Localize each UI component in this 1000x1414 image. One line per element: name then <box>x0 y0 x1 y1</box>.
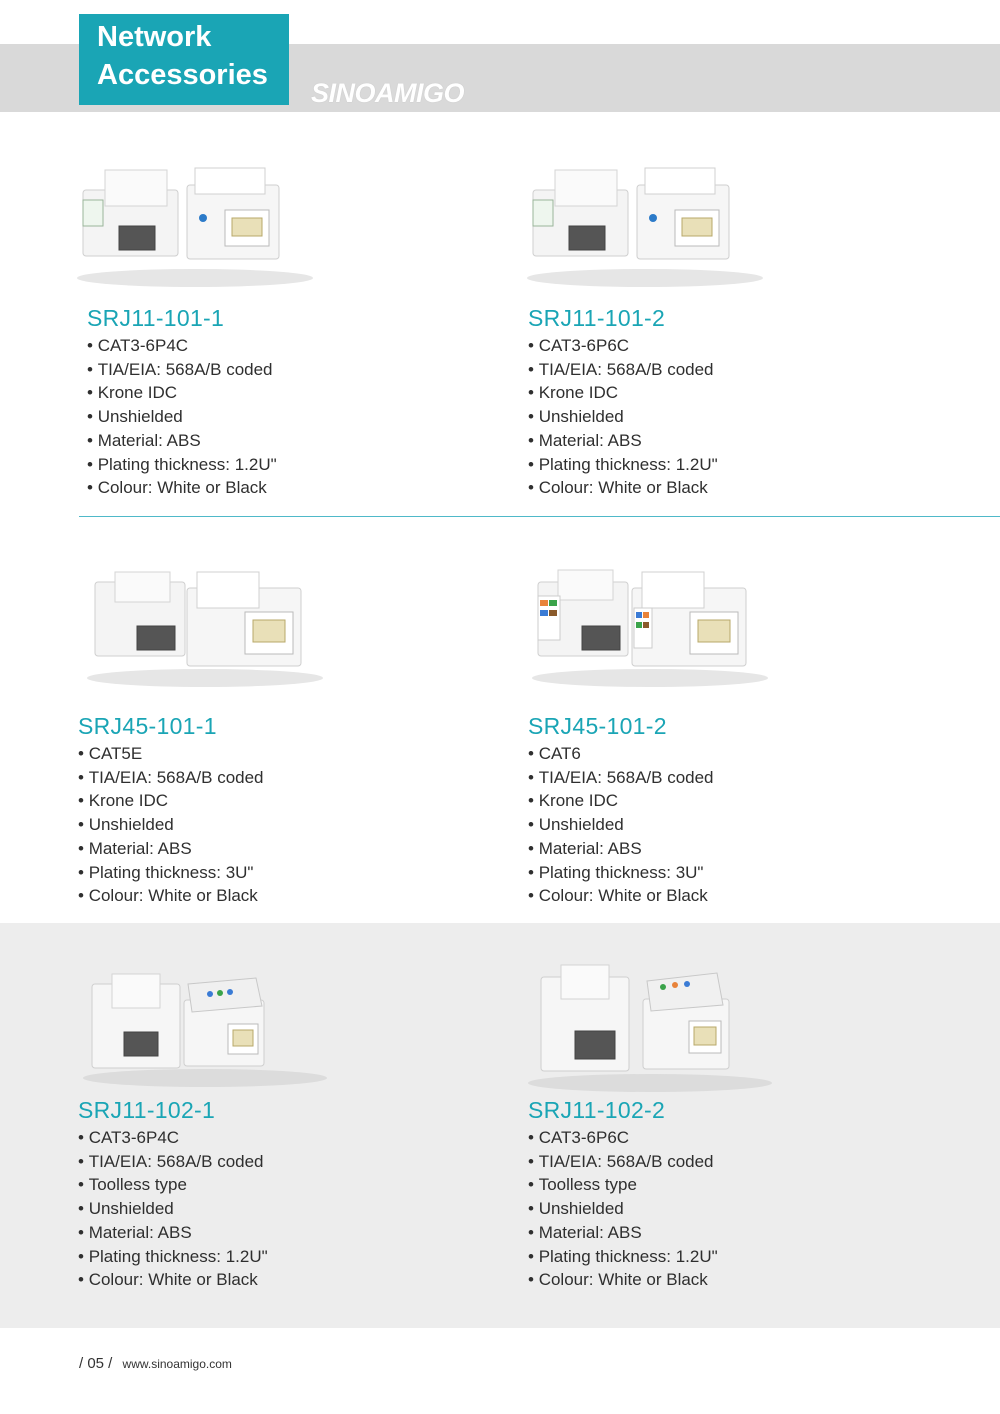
spec-item: • Plating thickness: 3U" <box>78 861 264 885</box>
keystone-jack-front <box>533 170 628 256</box>
spec-list <box>528 742 714 908</box>
keystone-jack-front <box>541 965 629 1071</box>
spec-item: • Unshielded <box>528 813 714 837</box>
product-model: SRJ11-102-1 <box>78 1097 216 1123</box>
product-image-srj11-102-2 <box>525 955 775 1095</box>
spec-item: • Colour: White or Black <box>528 1268 718 1292</box>
spec-item: • TIA/EIA: 568A/B coded <box>528 358 718 382</box>
spec-item: • Plating thickness: 3U" <box>528 861 714 885</box>
keystone-jack-front <box>95 572 185 656</box>
spec-item: • TIA/EIA: 568A/B coded <box>87 358 277 382</box>
product-image-srj11-101-1 <box>75 150 315 290</box>
spec-item: • Plating thickness: 1.2U" <box>78 1245 268 1269</box>
spec-item: • CAT3-6P6C <box>528 334 718 358</box>
spec-item: • Material: ABS <box>528 429 718 453</box>
spec-item: • TIA/EIA: 568A/B coded <box>78 766 264 790</box>
website-url[interactable]: www.sinoamigo.com <box>122 1357 232 1371</box>
keystone-jack-front <box>92 974 180 1068</box>
spec-item: • TIA/EIA: 568A/B coded <box>528 1150 718 1174</box>
spec-list <box>87 334 277 500</box>
spec-list <box>528 1126 718 1292</box>
spec-item: • CAT3-6P4C <box>78 1126 268 1150</box>
section-title <box>79 14 289 105</box>
product-srj11-101-1 <box>87 304 277 500</box>
product-image-srj45-101-2 <box>530 560 770 690</box>
product-srj45-101-2 <box>528 712 714 908</box>
product-srj11-102-2 <box>528 1096 718 1292</box>
spec-item: • Plating thickness: 1.2U" <box>528 1245 718 1269</box>
keystone-jack-back <box>187 572 301 666</box>
brand-logo: SINOAMIGO <box>311 78 465 108</box>
product-model: SRJ11-102-2 <box>528 1097 666 1123</box>
keystone-jack-back <box>184 978 264 1066</box>
spec-item: • Krone IDC <box>528 789 714 813</box>
spec-item: • Material: ABS <box>78 837 264 861</box>
product-model: SRJ11-101-1 <box>87 305 225 331</box>
spec-item: • Material: ABS <box>528 837 714 861</box>
spec-item: • Toolless type <box>78 1173 268 1197</box>
spec-item: • Colour: White or Black <box>78 1268 268 1292</box>
keystone-jack-front <box>538 570 628 656</box>
page-footer <box>79 1355 232 1372</box>
spec-item: • Colour: White or Black <box>528 884 714 908</box>
product-image-srj45-101-1 <box>85 560 325 690</box>
section-title-line2: Accessories <box>97 59 268 91</box>
spec-item: • Krone IDC <box>87 381 277 405</box>
keystone-jack-front <box>83 170 178 256</box>
spec-item: • CAT6 <box>528 742 714 766</box>
spec-item: • Unshielded <box>87 405 277 429</box>
spec-item: • Material: ABS <box>528 1221 718 1245</box>
keystone-jack-back <box>187 168 279 259</box>
spec-item: • Krone IDC <box>78 789 264 813</box>
spec-item: • Toolless type <box>528 1173 718 1197</box>
spec-item: • CAT3-6P4C <box>87 334 277 358</box>
product-srj11-102-1 <box>78 1096 268 1292</box>
spec-item: • CAT3-6P6C <box>528 1126 718 1150</box>
spec-item: • Material: ABS <box>87 429 277 453</box>
product-model: SRJ11-101-2 <box>528 305 666 331</box>
spec-item: • Unshielded <box>528 1197 718 1221</box>
product-model: SRJ45-101-2 <box>528 713 667 739</box>
spec-list <box>528 334 718 500</box>
product-image-srj11-102-1 <box>80 960 330 1090</box>
spec-item: • CAT5E <box>78 742 264 766</box>
spec-item: • Plating thickness: 1.2U" <box>528 453 718 477</box>
spec-item: • Krone IDC <box>528 381 718 405</box>
spec-item: • Unshielded <box>78 813 264 837</box>
spec-list <box>78 742 264 908</box>
product-srj45-101-1 <box>78 712 264 908</box>
product-image-srj11-101-2 <box>525 150 765 290</box>
spec-item: • Plating thickness: 1.2U" <box>87 453 277 477</box>
product-model: SRJ45-101-1 <box>78 713 217 739</box>
keystone-jack-back <box>637 168 729 259</box>
spec-list <box>78 1126 268 1292</box>
spec-item: • Material: ABS <box>78 1221 268 1245</box>
spec-item: • Colour: White or Black <box>528 476 718 500</box>
spec-item: • Colour: White or Black <box>87 476 277 500</box>
spec-item: • Unshielded <box>78 1197 268 1221</box>
keystone-jack-back <box>643 973 729 1069</box>
product-srj11-101-2 <box>528 304 718 500</box>
page-number: / 05 / <box>79 1355 113 1372</box>
spec-item: • TIA/EIA: 568A/B coded <box>78 1150 268 1174</box>
keystone-jack-back <box>632 572 746 666</box>
section-title-line1: Network <box>97 21 212 53</box>
row-divider <box>79 516 1000 517</box>
spec-item: • Colour: White or Black <box>78 884 264 908</box>
spec-item: • TIA/EIA: 568A/B coded <box>528 766 714 790</box>
spec-item: • Unshielded <box>528 405 718 429</box>
